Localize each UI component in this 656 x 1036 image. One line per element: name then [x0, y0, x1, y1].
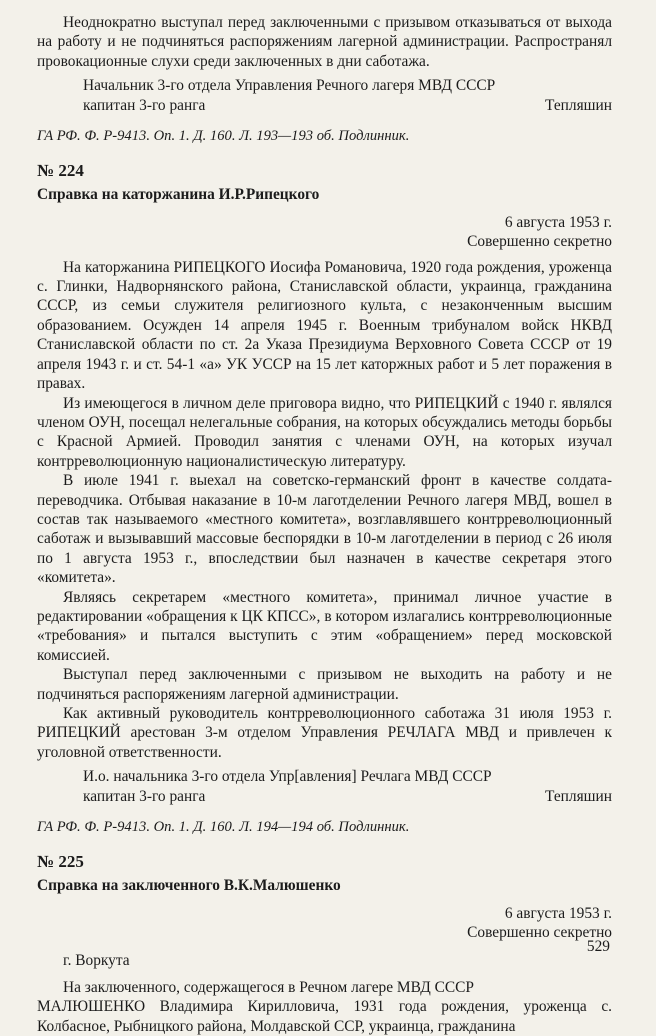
signer-rank: капитан 3-го ранга — [83, 96, 206, 114]
intro-paragraph: Неоднократно выступал перед заключенными с призывом отказываться от выхода на работу и не подчиняться распоряжениям лагерной администрации. Распространял провокационные слухи среди заключенных в дни саботажа. — [37, 14, 612, 70]
body-paragraph: В июле 1941 г. выехал на советско-германский фронт в качестве солдата-переводчика. Отбывая наказание в 10-м лаготделении Речного лагеря МВД, вошел в состав так называемого «местного комитета», возглавлявшего контрреволюционный саботаж и вызывавший массовые беспорядки в 10-м лаготделении в период с 26 июля по 1 августа 1953 г., впоследствии был назначен в качестве секретаря этого «комитета». — [37, 472, 612, 587]
page-number: 529 — [586, 938, 610, 955]
secrecy-label: Совершенно секретно — [467, 233, 612, 251]
document-date: 6 августа 1953 г. — [504, 904, 612, 922]
document-number: № 224 — [37, 161, 84, 181]
signer-name: Тепляшин — [545, 787, 612, 805]
place-line: г. Воркута — [63, 951, 130, 969]
body-paragraph: Являясь секретарем «местного комитета», принимал личное участие в редактировании «обращения к ЦК КПСС», в котором излагались контрреволюционные «требования» и пытался выступить с этим «обращением» перед московской комиссией. — [37, 588, 612, 664]
body-paragraph-continuation: МАЛЮШЕНКО Владимира Кирилловича, 1931 года рождения, уроженца с. Колбасное, Рыбницкого района, Молдавской ССР, украинца, гражданина — [37, 998, 612, 1035]
signer-position: И.о. начальника 3-го отдела Упр[авления] Речлага МВД СССР — [83, 768, 492, 786]
document-title: Справка на каторжанина И.Р.Рипецкого — [37, 186, 320, 204]
body-paragraph: Из имеющегося в личном деле приговора видно, что РИПЕЦКИЙ с 1940 г. являлся членом ОУН, посещал нелегальные собрания, на которых обсуждались методы борьбы с Красной Армией. Проводил занятия с членами ОУН, на которых изучал контрреволюционную националистическую литературу. — [37, 394, 612, 470]
signer-rank: капитан 3-го ранга — [83, 787, 206, 805]
signer-rank-row — [83, 787, 612, 806]
document-date: 6 августа 1953 г. — [504, 213, 612, 231]
date-secrecy-block — [37, 904, 612, 943]
secrecy-label: Совершенно секретно — [467, 924, 612, 942]
body-paragraph: Выступал перед заключенными с призывом не выходить на работу и не подчиняться распоряжениям лагерной администрации. — [37, 666, 612, 703]
archive-reference: ГА РФ. Ф. Р-9413. Оп. 1. Д. 160. Л. 193—193 об. Подлинник. — [37, 128, 410, 145]
signature-block — [83, 767, 612, 806]
signer-position: Начальник 3-го отдела Управления Речного лагеря МВД СССР — [83, 77, 496, 95]
body-paragraph-first-line: На заключенного, содержащегося в Речном лагере МВД СССР — [63, 979, 474, 997]
document-title: Справка на заключенного В.К.Малюшенко — [37, 877, 341, 895]
signer-name: Тепляшин — [545, 96, 612, 114]
signer-rank-row — [83, 96, 612, 115]
date-secrecy-block — [37, 213, 612, 252]
archive-reference: ГА РФ. Ф. Р-9413. Оп. 1. Д. 160. Л. 194—194 об. Подлинник. — [37, 819, 410, 836]
signature-block — [83, 76, 612, 115]
body-paragraph: На каторжанина РИПЕЦКОГО Иосифа Романовича, 1920 года рождения, уроженца с. Глинки, Надворнянского района, Станиславской области, украинца, гражданина СССР, из семьи служителя религиозного культа, с незаконченным высшим образованием. Осужден 14 апреля 1945 г. Военным трибуналом войск НКВД Станиславской области по ст. 2а Указа Президиума Верховного Совета СССР от 19 апреля 1943 г. и ст. 54-1 «а» УК УССР на 15 лет каторжных работ и 5 лет поражения в правах. — [37, 258, 612, 393]
document-number: № 225 — [37, 852, 84, 872]
body-paragraph: Как активный руководитель контрреволюционного саботажа 31 июля 1953 г. РИПЕЦКИЙ арестован 3-м отделом Управления РЕЧЛАГА МВД и привлечен к уголовной ответственности. — [37, 705, 612, 761]
